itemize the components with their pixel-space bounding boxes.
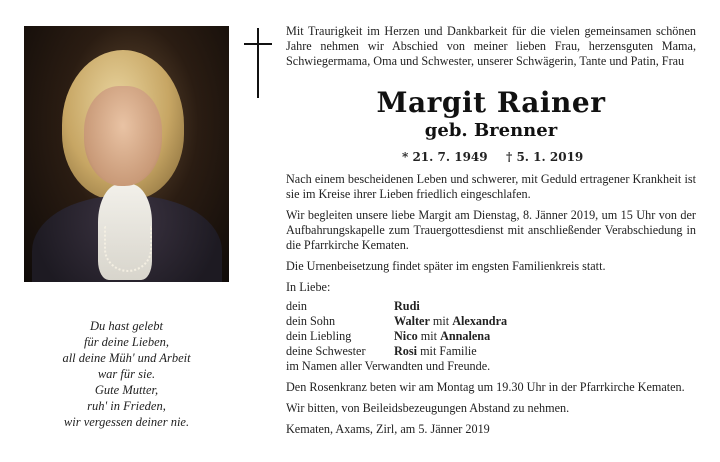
survivor-relation: dein <box>286 299 307 313</box>
survivor-relation: dein Liebling <box>286 329 352 343</box>
maiden-name: geb. Brenner <box>424 120 558 141</box>
survivor-name: Rosi <box>394 344 418 358</box>
poem-line: wir vergessen deiner nie. <box>63 415 190 429</box>
portrait-necklace <box>104 226 152 272</box>
poem-line: ruh' in Frieden, <box>87 399 166 413</box>
poem-line: Du hast gelebt <box>90 319 163 333</box>
birth-date: * 21. 7. 1949 <box>402 150 488 164</box>
survivor-connector: mit <box>432 314 450 328</box>
poem-line: all deine Müh' und Arbeit <box>62 351 191 365</box>
survivor-connector: mit <box>420 329 438 343</box>
deceased-name: Margit Rainer <box>376 86 606 119</box>
survivor-name: Rudi <box>394 299 420 313</box>
survivor-row <box>286 329 696 344</box>
portrait-photo <box>24 26 229 282</box>
paragraph: Wir begleiten unsere liebe Margit am Dienstag, 8. Jänner 2019, um 15 Uhr von der Aufbahrungskapelle zum Trauergottesdienst mit anschließender Verabschiedung in die Pfarrkirche Kematen. <box>286 208 696 252</box>
life-dates <box>286 150 696 166</box>
survivor-name: Walter <box>394 314 430 328</box>
survivor-row <box>286 314 696 329</box>
intro-text: Mit Traurigkeit im Herzen und Dankbarkeit für die vielen gemeinsamen schönen Jahre nehmen wir Abschied von meiner lieben Frau, herzensguten Mama, Schwiegermama, Oma und Schwester, unserer Schwägerin, Tante und Patin, Frau <box>286 24 696 68</box>
relatives-line: im Namen aller Verwandten und Freunde. <box>286 359 491 373</box>
place-date: Kematen, Axams, Zirl, am 5. Jänner 2019 <box>286 422 490 436</box>
poem-line: Gute Mutter, <box>94 383 159 397</box>
survivors-list <box>286 299 696 374</box>
survivor-partner: Annalena <box>440 329 491 343</box>
survivor-partner: Alexandra <box>452 314 508 328</box>
paragraph: Den Rosenkranz beten wir am Montag um 19.30 Uhr in der Pfarrkirche Kematen. <box>286 380 685 394</box>
notice-text <box>286 24 696 437</box>
survivor-relation: deine Schwester <box>286 344 366 358</box>
survivor-row <box>286 299 696 314</box>
paragraph: Nach einem bescheidenen Leben und schwerer, mit Geduld ertragener Krankheit ist sie im Kreise ihrer Lieben friedlich eingeschlafen. <box>286 172 696 201</box>
paragraph: Die Urnenbeisetzung findet später im engsten Familienkreis statt. <box>286 259 606 273</box>
memorial-poem <box>24 318 229 430</box>
survivor-partner: Familie <box>439 344 477 358</box>
survivor-relation: dein Sohn <box>286 314 336 328</box>
survivor-row <box>286 344 696 359</box>
death-date: † 5. 1. 2019 <box>506 150 584 164</box>
poem-line: war für sie. <box>97 367 156 381</box>
portrait-face <box>84 86 162 186</box>
poem-line: für deine Lieben, <box>83 335 170 349</box>
survivors-heading: In Liebe: <box>286 280 331 294</box>
survivor-connector: mit <box>420 344 437 358</box>
cross-icon <box>244 28 272 98</box>
survivor-name: Nico <box>394 329 418 343</box>
paragraph: Wir bitten, von Beileidsbezeugungen Abstand zu nehmen. <box>286 401 570 415</box>
